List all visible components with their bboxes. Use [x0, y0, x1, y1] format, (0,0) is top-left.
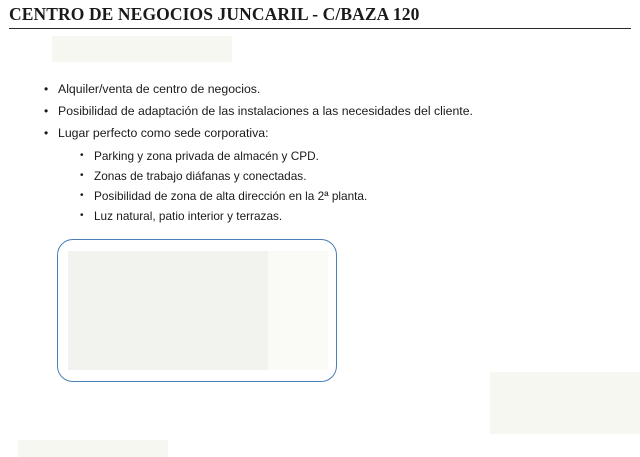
bullet-icon: •	[80, 190, 84, 201]
background-tint-block-bottom-left	[18, 440, 168, 457]
image-placeholder-fill-left	[68, 251, 268, 370]
list-item	[44, 147, 604, 165]
image-placeholder	[57, 239, 337, 382]
bullet-icon: •	[80, 210, 84, 221]
list-item	[44, 80, 604, 99]
list-item	[44, 124, 604, 143]
background-tint-block-bottom-right	[490, 372, 640, 434]
list-item-label: Posibilidad de zona de alta dirección en la 2ª planta.	[94, 189, 368, 203]
list-item-label: Parking y zona privada de almacén y CPD.	[94, 149, 319, 163]
bullet-icon: •	[44, 126, 49, 140]
list-item	[44, 207, 604, 225]
page-title: CENTRO DE NEGOCIOS JUNCARIL - C/BAZA 120	[9, 4, 420, 24]
list-item	[44, 167, 604, 185]
bullet-icon: •	[44, 104, 49, 118]
bullet-list	[44, 80, 604, 227]
bullet-icon: •	[80, 170, 84, 181]
list-item-label: Posibilidad de adaptación de las instalaciones a las necesidades del cliente.	[58, 104, 473, 118]
title-divider	[9, 28, 631, 29]
list-item-label: Alquiler/venta de centro de negocios.	[58, 82, 261, 96]
list-item	[44, 187, 604, 205]
list-item-label: Luz natural, patio interior y terrazas.	[94, 209, 283, 223]
list-item-label: Zonas de trabajo diáfanas y conectadas.	[94, 169, 307, 183]
list-item	[44, 102, 604, 121]
background-tint-block-top	[52, 36, 232, 62]
list-item-label: Lugar perfecto como sede corporativa:	[58, 126, 269, 140]
image-placeholder-fill-right	[268, 251, 328, 370]
bullet-icon: •	[44, 82, 49, 96]
bullet-icon: •	[80, 150, 84, 161]
